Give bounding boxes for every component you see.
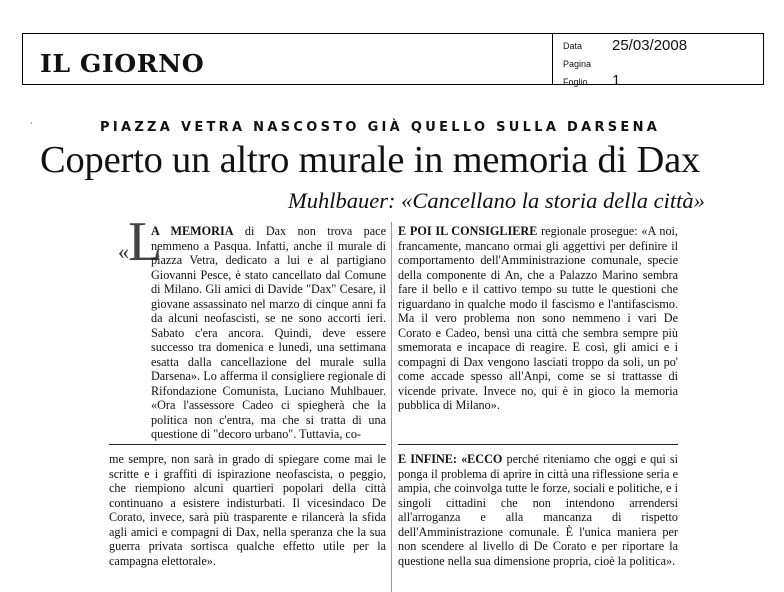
- pagina-label: Pagina: [563, 59, 592, 69]
- article-headline: Coperto un altro murale in memoria di Dax: [40, 139, 701, 181]
- foglio-value: 1: [612, 72, 621, 89]
- column-separator: [391, 222, 392, 592]
- dropcap-guillemet: «: [118, 239, 129, 264]
- masthead-divider: [552, 33, 553, 85]
- left-paragraph-2: me sempre, non sarà in grado di spiegare come mai le scritte e i graffiti di ispirazione neofascista, o peggio, che riempiono alcuni quartieri popolari della città continuano a esistere indisturbati. Il vicesindaco De Corato, invece, sarà più trasparente e rilancerà la sfida agli amici e compagni di Dax, nella speranza che la sua guerra privata sortisca qualche effetto utile per la campagna elettorale».: [109, 452, 386, 568]
- article-kicker: PIAZZA VETRA NASCOSTO GIÀ QUELLO SULLA DARSENA: [100, 120, 661, 135]
- data-label: Data: [563, 41, 583, 51]
- right-paragraph-2: [398, 452, 678, 568]
- left-column-bottom: [109, 452, 386, 568]
- right-rule: [398, 444, 678, 445]
- newspaper-logo: IL GIORNO: [40, 49, 205, 78]
- right-column-top: [398, 224, 678, 413]
- stray-mark: ·: [30, 119, 33, 128]
- dropcap-letter: L: [128, 211, 163, 273]
- left-rule: [109, 444, 386, 445]
- foglio-label: Foglio: [563, 77, 588, 87]
- right-text: regionale prosegue: «A noi, francamente, mancano ormai gli aggettivi per definire il comportamento dell'Amministrazione comunale, specie della componente di An, che a Palazzo Marino sembra fare il bello e il cattivo tempo su tutte le questioni che riguardano in qualche modo il fascismo e l'antifascismo. Ma il vero problema non sono nemmeno i vari De Corato e Cadeo, bensì una città che sembra sempre più smemorata e incapace di reagire. E così, gli amici e i compagni di Dax vengono lasciati troppo da soli, un po' come accade spesso all'Anpi, come se si trattasse di vicende private. Invece no, qui è in gioco la memoria pubblica di Milano».: [398, 224, 678, 412]
- article-subhead: Muhlbauer: «Cancellano la storia della città»: [288, 188, 705, 213]
- right-lead: E POI IL CONSIGLIERE: [398, 224, 538, 238]
- left-text: di Dax non trova pace nemmeno a Pasqua. Infatti, anche il murale di piazza Vetra, dedicato a lui e al partigiano Giovanni Pesce, è stato cancellato dal Comune di Milano. Gli amici di Davide "Dax" Cesare, il giovane assassinato nel marzo di cinque anni fa da alcuni neofascisti, se ne sono accorti ieri. Sabato c'era ancora. Quindi, deve essere successo tra domenica e lunedì, una settimana esatta dalla cancellazione del murale sulla Darsena». Lo afferma il consigliere regionale di Rifondazione Comunista, Luciano Muhlbauer. «Ora l'assessore Cadeo ci spiegherà che la politica non c'entra, ma che si tratta di una questione di "decoro urbano". Tuttavia, co-: [151, 224, 387, 441]
- right-paragraph-1: [398, 224, 678, 413]
- right-column-bottom: [398, 452, 678, 568]
- left-column-top: [109, 224, 386, 442]
- data-value: 25/03/2008: [612, 37, 688, 54]
- left-paragraph-1: [109, 224, 386, 442]
- right-lead-2: E INFINE: «ECCO: [398, 452, 503, 466]
- right-text-2: perché riteniamo che oggi e qui si ponga il problema di aprire in città una riflessione seria e ampia, che coinvolga tutte le forze, sociali e politiche, e i singoli cittadini che non intendono arrendersi all'arroganza e alla mancanza di rispetto dell'Amministrazione comunale. È l'unica maniera per non scendere al livello di De Corato e per riportare la questione nella sua dimensione propria, cioè la politica».: [398, 452, 678, 568]
- left-lead: A MEMORIA: [151, 224, 234, 238]
